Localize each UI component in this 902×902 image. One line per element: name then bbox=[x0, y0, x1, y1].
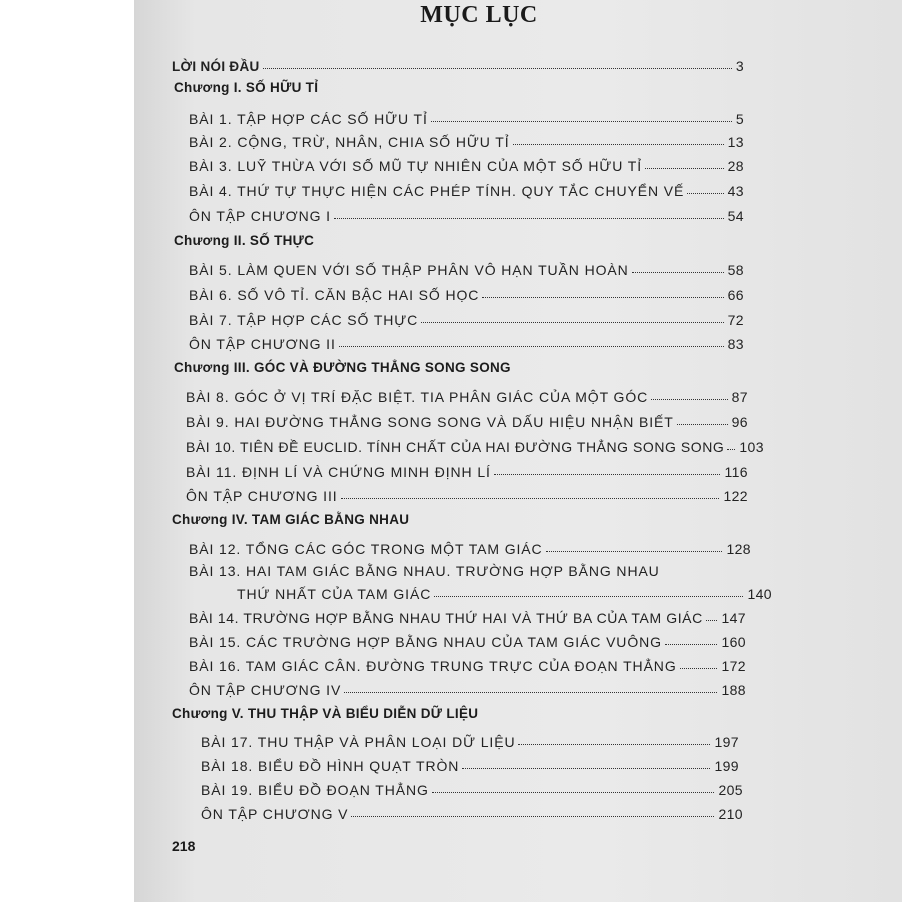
entry-label: BÀI 2. CỘNG, TRỪ, NHÂN, CHIA SỐ HỮU TỈ bbox=[189, 134, 510, 150]
entry-page: 3 bbox=[735, 58, 744, 74]
entry-label: BÀI 8. GÓC Ở VỊ TRÍ ĐẶC BIỆT. TIA PHÂN GIÁC CỦA MỘT GÓC bbox=[186, 389, 649, 405]
leader-dots bbox=[494, 474, 721, 475]
toc-entry bbox=[189, 336, 744, 352]
entry-label: BÀI 7. TẬP HỢP CÁC SỐ THỰC bbox=[189, 312, 419, 328]
toc-entry bbox=[186, 488, 748, 504]
toc-entry bbox=[189, 134, 744, 150]
entry-label: BÀI 19. BIỂU ĐỒ ĐOẠN THẲNG bbox=[201, 782, 429, 798]
toc-entry bbox=[189, 541, 751, 557]
entry-page: 83 bbox=[727, 336, 744, 352]
leader-dots bbox=[432, 792, 715, 793]
entry-page: 188 bbox=[721, 682, 746, 698]
toc-entry bbox=[201, 734, 739, 750]
entry-label: BÀI 13. HAI TAM GIÁC BẰNG NHAU. TRƯỜNG HỢP BẰNG NHAU bbox=[189, 563, 660, 579]
entry-label: BÀI 3. LUỸ THỪA VỚI SỐ MŨ TỰ NHIÊN CỦA MỘT SỐ HỮU TỈ bbox=[189, 158, 643, 174]
entry-page: 122 bbox=[723, 488, 748, 504]
leader-dots bbox=[462, 768, 710, 769]
toc-entry-preface bbox=[172, 58, 744, 74]
entry-page: 5 bbox=[735, 111, 744, 127]
entry-label: ÔN TẬP CHƯƠNG II bbox=[189, 336, 336, 352]
entry-label: BÀI 15. CÁC TRƯỜNG HỢP BẰNG NHAU CỦA TAM GIÁC VUÔNG bbox=[189, 634, 662, 650]
leader-dots bbox=[513, 144, 724, 145]
toc-entry bbox=[201, 758, 739, 774]
entry-page: 58 bbox=[727, 262, 744, 278]
entry-label: ÔN TẬP CHƯƠNG IV bbox=[189, 682, 342, 698]
entry-label-continued: THỨ NHẤT CỦA TAM GIÁC bbox=[237, 586, 432, 602]
leader-dots bbox=[651, 399, 727, 400]
toc-entry bbox=[189, 287, 744, 303]
toc-entry bbox=[186, 414, 748, 430]
toc-entry bbox=[189, 111, 744, 127]
entry-page: 72 bbox=[727, 312, 744, 328]
toc-entry bbox=[201, 806, 743, 822]
entry-page: 140 bbox=[747, 586, 772, 602]
entry-label: BÀI 6. SỐ VÔ TỈ. CĂN BẬC HAI SỐ HỌC bbox=[189, 287, 480, 303]
toc-title: MỤC LỤC bbox=[420, 2, 538, 28]
toc-entry bbox=[189, 262, 744, 278]
chapter-heading: Chương I. SỐ HỮU TỈ bbox=[174, 80, 319, 95]
entry-page: 197 bbox=[714, 734, 739, 750]
book-page bbox=[134, 0, 902, 902]
chapter-heading: Chương V. THU THẬP VÀ BIỂU DIỄN DỮ LIỆU bbox=[172, 706, 479, 721]
leader-dots bbox=[344, 692, 717, 693]
entry-label: BÀI 12. TỔNG CÁC GÓC TRONG MỘT TAM GIÁC bbox=[189, 541, 543, 557]
entry-page: 28 bbox=[727, 158, 744, 174]
toc-entry bbox=[189, 312, 744, 328]
entry-page: 147 bbox=[721, 610, 746, 626]
toc-entry bbox=[189, 183, 744, 199]
leader-dots bbox=[518, 744, 710, 745]
entry-label: BÀI 1. TẬP HỢP CÁC SỐ HỮU TỈ bbox=[189, 111, 428, 127]
entry-page: 172 bbox=[721, 658, 746, 674]
toc-entry bbox=[186, 389, 748, 405]
leader-dots bbox=[339, 346, 724, 347]
entry-page: 87 bbox=[731, 389, 748, 405]
toc-entry bbox=[189, 634, 746, 650]
table-of-contents bbox=[134, 0, 902, 902]
leader-dots bbox=[677, 424, 728, 425]
entry-page: 210 bbox=[718, 806, 743, 822]
leader-dots bbox=[351, 816, 714, 817]
entry-label: BÀI 16. TAM GIÁC CÂN. ĐƯỜNG TRUNG TRỰC CỦA ĐOẠN THẲNG bbox=[189, 658, 677, 674]
toc-entry bbox=[201, 782, 743, 798]
toc-entry bbox=[189, 658, 746, 674]
leader-dots bbox=[632, 272, 724, 273]
entry-label: BÀI 18. BIỂU ĐỒ HÌNH QUẠT TRÒN bbox=[201, 758, 460, 774]
entry-page: 96 bbox=[731, 414, 748, 430]
toc-entry bbox=[237, 586, 772, 602]
leader-dots bbox=[706, 620, 718, 621]
leader-dots bbox=[645, 168, 724, 169]
leader-dots bbox=[431, 121, 732, 122]
toc-entry bbox=[189, 682, 746, 698]
toc-entry bbox=[189, 208, 744, 224]
leader-dots bbox=[263, 68, 732, 69]
entry-page: 103 bbox=[739, 439, 764, 455]
entry-page: 116 bbox=[724, 464, 748, 480]
entry-page: 13 bbox=[727, 134, 744, 150]
entry-page: 128 bbox=[726, 541, 751, 557]
entry-label: BÀI 14. TRƯỜNG HỢP BẰNG NHAU THỨ HAI VÀ THỨ BA CỦA TAM GIÁC bbox=[189, 610, 703, 626]
chapter-heading: Chương III. GÓC VÀ ĐƯỜNG THẲNG SONG SONG bbox=[174, 360, 511, 375]
entry-page: 54 bbox=[727, 208, 744, 224]
entry-label: BÀI 10. TIÊN ĐỀ EUCLID. TÍNH CHẤT CỦA HAI ĐƯỜNG THẲNG SONG SONG bbox=[186, 439, 725, 455]
leader-dots bbox=[665, 644, 718, 645]
entry-page: 66 bbox=[727, 287, 744, 303]
chapter-heading: Chương II. SỐ THỰC bbox=[174, 233, 315, 248]
toc-entry bbox=[189, 610, 746, 626]
leader-dots bbox=[482, 297, 723, 298]
leader-dots bbox=[680, 668, 718, 669]
leader-dots bbox=[434, 596, 743, 597]
entry-label: BÀI 9. HAI ĐƯỜNG THẲNG SONG SONG VÀ DẤU HIỆU NHẬN BIẾT bbox=[186, 414, 674, 430]
entry-label: BÀI 4. THỨ TỰ THỰC HIỆN CÁC PHÉP TÍNH. QUY TẮC CHUYỂN VẾ bbox=[189, 183, 685, 199]
leader-dots bbox=[421, 322, 723, 323]
entry-label: ÔN TẬP CHƯƠNG III bbox=[186, 488, 338, 504]
entry-page: 43 bbox=[727, 183, 744, 199]
entry-label: LỜI NÓI ĐẦU bbox=[172, 59, 260, 74]
toc-entry bbox=[186, 439, 764, 455]
entry-label: ÔN TẬP CHƯƠNG V bbox=[201, 806, 349, 822]
entry-label: BÀI 5. LÀM QUEN VỚI SỐ THẬP PHÂN VÔ HẠN TUẦN HOÀN bbox=[189, 262, 629, 278]
entry-label: BÀI 17. THU THẬP VÀ PHÂN LOẠI DỮ LIỆU bbox=[201, 734, 516, 750]
entry-page: 160 bbox=[721, 634, 746, 650]
entry-page: 205 bbox=[718, 782, 743, 798]
leader-dots bbox=[687, 193, 723, 194]
entry-label: BÀI 11. ĐỊNH LÍ VÀ CHỨNG MINH ĐỊNH LÍ bbox=[186, 464, 491, 480]
entry-page: 199 bbox=[714, 758, 739, 774]
toc-entry bbox=[186, 464, 748, 480]
entry-label: ÔN TẬP CHƯƠNG I bbox=[189, 208, 331, 224]
leader-dots bbox=[334, 218, 724, 219]
leader-dots bbox=[727, 449, 735, 450]
leader-dots bbox=[341, 498, 720, 499]
page-number: 218 bbox=[172, 838, 196, 854]
toc-entry bbox=[189, 158, 744, 174]
leader-dots bbox=[546, 551, 723, 552]
chapter-heading: Chương IV. TAM GIÁC BẰNG NHAU bbox=[172, 512, 410, 527]
